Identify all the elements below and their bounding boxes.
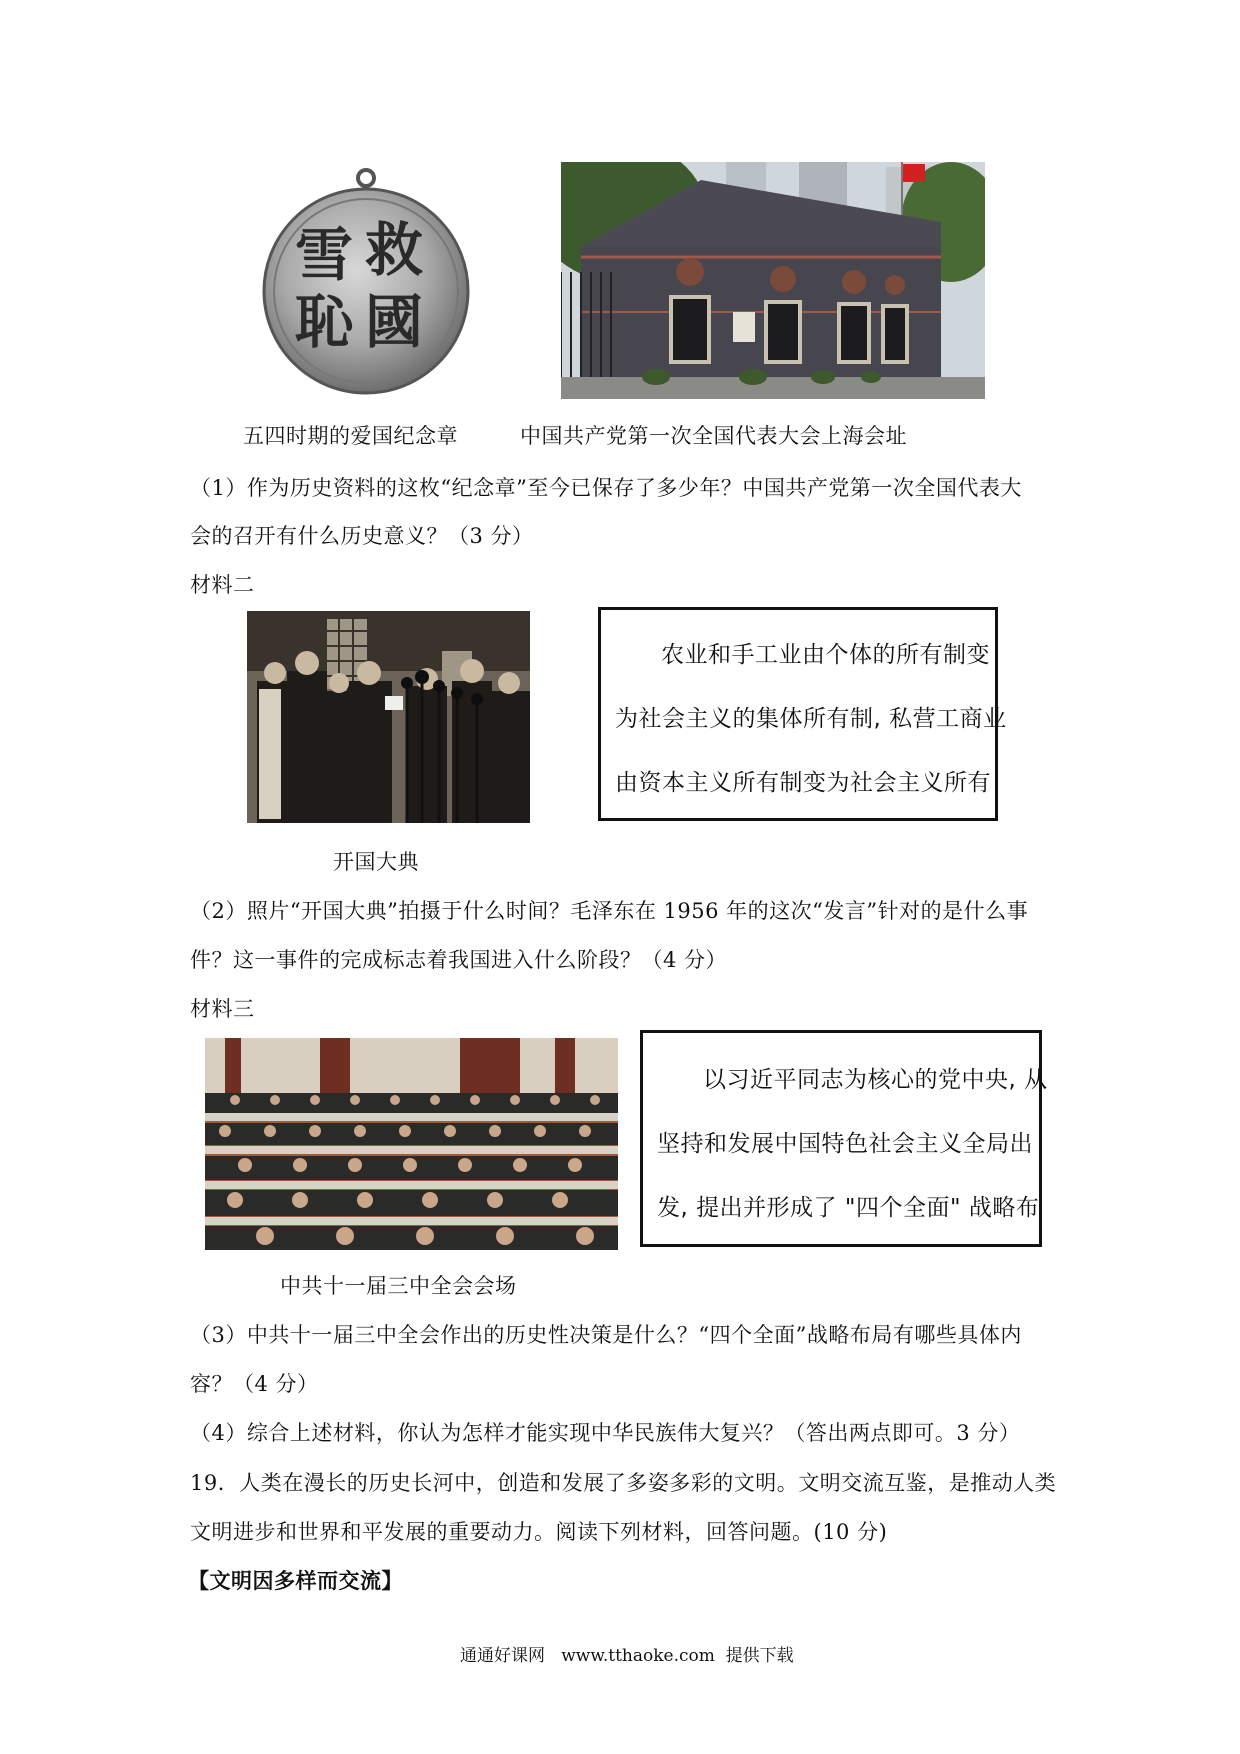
- question-2-line-1: （2）照片“开国大典”拍摄于什么时间？毛泽东在 1956 年的这次“发言”针对的是什么事: [190, 899, 1029, 923]
- material-3-label: 材料三: [190, 997, 255, 1021]
- section-heading: 【文明因多样而交流】: [188, 1569, 403, 1593]
- material-3-quote-line: 坚持和发展中国特色社会主义全局出: [657, 1131, 1033, 1157]
- material-2-quote-line: 由资本主义所有制变为社会主义所有: [615, 770, 991, 796]
- material-2-quote-line: 为社会主义的集体所有制, 私营工商业: [615, 706, 1007, 732]
- question-4-line-1: （4）综合上述材料，你认为怎样才能实现中华民族伟大复兴？（答出两点即可。3 分）: [190, 1421, 1021, 1445]
- question-3-line-1: （3）中共十一届三中全会作出的历史性决策是什么？“四个全面”战略布局有哪些具体内: [190, 1323, 1022, 1347]
- third-plenum-caption: 中共十一届三中全会会场: [280, 1274, 517, 1298]
- medal-char: 救: [365, 216, 424, 284]
- material-3-quote-box: [640, 1030, 1048, 1247]
- first-congress-site-photo: [561, 162, 985, 399]
- question-3-line-2: 容？（4 分）: [190, 1372, 319, 1396]
- medal-char: 恥: [295, 288, 354, 356]
- question-1-line-1: （1）作为历史资料的这枚“纪念章”至今已保存了多少年？中国共产党第一次全国代表大: [190, 476, 1022, 500]
- founding-ceremony-caption: 开国大典: [333, 850, 419, 874]
- material-3-quote-line: 发, 提出并形成了 "四个全面" 战略布: [657, 1195, 1040, 1221]
- medal-char: 國: [365, 288, 424, 356]
- page-footer: 通通好课网 www.tthaoke.com 提供下载: [460, 1646, 794, 1666]
- material-3-quote-line: 以习近平同志为核心的党中央, 从: [703, 1067, 1048, 1093]
- question-2-line-2: 件？这一事件的完成标志着我国进入什么阶段？（4 分）: [190, 948, 728, 972]
- material-2-label: 材料二: [190, 573, 255, 597]
- third-plenum-photo: [205, 1038, 618, 1250]
- site-caption: 中国共产党第一次全国代表大会上海会址: [520, 424, 907, 448]
- medal-char: 雪: [295, 221, 354, 289]
- material-2-quote-box: [598, 607, 1007, 821]
- medal-caption: 五四时期的爱国纪念章: [243, 424, 458, 448]
- question-19-line-1: 19．人类在漫长的历史长河中，创造和发展了多姿多彩的文明。文明交流互鉴，是推动人类: [190, 1471, 1057, 1495]
- founding-ceremony-photo: [247, 611, 530, 823]
- question-1-line-2: 会的召开有什么历史意义？（3 分）: [190, 524, 534, 548]
- material-2-quote-line: 农业和手工业由个体的所有制变: [661, 642, 990, 668]
- medal-inscription: [290, 215, 440, 365]
- question-19-line-2: 文明进步和世界和平发展的重要动力。阅读下列材料，回答问题。(10 分): [190, 1520, 888, 1544]
